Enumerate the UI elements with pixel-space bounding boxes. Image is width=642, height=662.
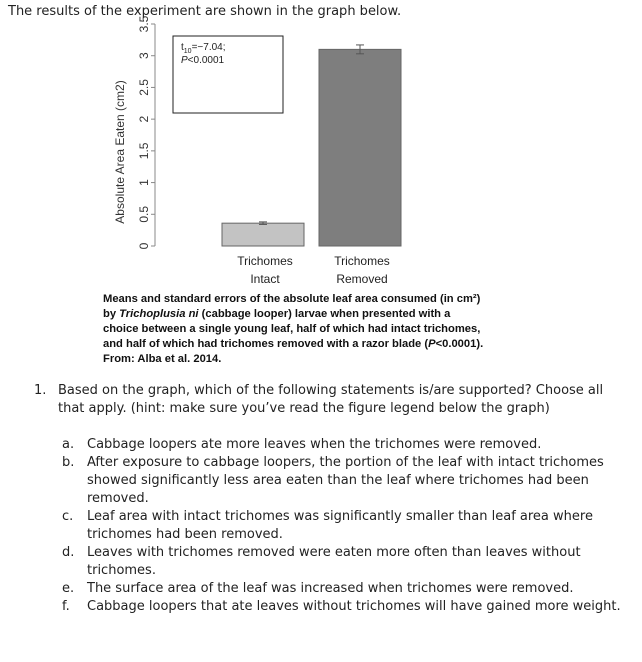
answer-option-a: a. Cabbage loopers ate more leaves when the trichomes were removed. xyxy=(62,437,542,452)
bar-chart xyxy=(100,16,430,290)
species-name: Trichoplusia ni xyxy=(119,308,199,320)
answer-option-e: e. The surface area of the leaf was increased when trichomes were removed. xyxy=(62,581,574,596)
caption-line-2: by Trichoplusia ni (cabbage looper) larvae when presented with a xyxy=(103,308,451,320)
p-value: P<0.0001 xyxy=(181,55,225,66)
y-tick-label: 0 xyxy=(137,242,151,250)
intro-text: The results of the experiment are shown in the graph below. xyxy=(8,4,402,19)
y-tick-label: 2 xyxy=(137,115,151,123)
y-tick-label: 3 xyxy=(137,52,151,60)
y-tick-label: 2.5 xyxy=(137,79,151,96)
caption-line-4: and half of which had trichomes removed with a razor blade (P<0.0001). xyxy=(103,338,484,350)
answer-option-b: b. After exposure to cabbage loopers, the portion of the leaf with intact trichomes showed significantly less area eaten than the leaf where trichomes had been removed. xyxy=(62,455,604,506)
y-axis-title-group xyxy=(113,80,127,223)
question-block xyxy=(34,382,626,418)
x-tick-label: Trichomes xyxy=(334,254,390,268)
answer-option-d: d. Leaves with trichomes removed were eaten more often than leaves without trichomes. xyxy=(62,545,581,578)
answer-option-c: c. Leaf area with intact trichomes was significantly smaller than leaf area where trichomes had been removed. xyxy=(62,509,593,542)
y-axis-title: Absolute Area Eaten (cm2) xyxy=(113,80,127,224)
bar-trichomes-intact xyxy=(222,223,304,246)
x-tick-label: Trichomes xyxy=(237,254,293,268)
y-tick-label: 1.5 xyxy=(137,142,151,160)
caption-line-1: Means and standard errors of the absolute leaf area consumed (in cm²) xyxy=(103,293,481,305)
y-tick-label: 0.5 xyxy=(137,205,151,223)
answer-option-f: f. Cabbage loopers that ate leaves without trichomes will have gained more weight. xyxy=(62,599,621,614)
y-tick-label: 3.5 xyxy=(137,16,151,33)
y-axis-ticks xyxy=(137,16,155,249)
stats-annotation xyxy=(173,36,283,113)
x-tick-label: Removed xyxy=(336,272,388,286)
figure-caption xyxy=(103,292,523,367)
bar-trichomes-removed xyxy=(319,49,401,246)
question-number: 1. xyxy=(34,383,47,398)
t-statistic: $t_{10}=-7.04$; xyxy=(181,42,226,55)
x-axis-labels xyxy=(237,254,390,286)
answer-options xyxy=(62,436,624,616)
y-tick-label: 1 xyxy=(137,179,151,186)
question-text: Based on the graph, which of the following statements is/are supported? Choose all that apply. (hint: make sure you’ve read the figure legend below the graph) xyxy=(58,383,604,416)
x-tick-label: Intact xyxy=(250,272,280,286)
caption-line-3: choice between a single young leaf, half of which had intact trichomes, xyxy=(103,323,481,335)
caption-source: From: Alba et al. 2014. xyxy=(103,353,222,365)
